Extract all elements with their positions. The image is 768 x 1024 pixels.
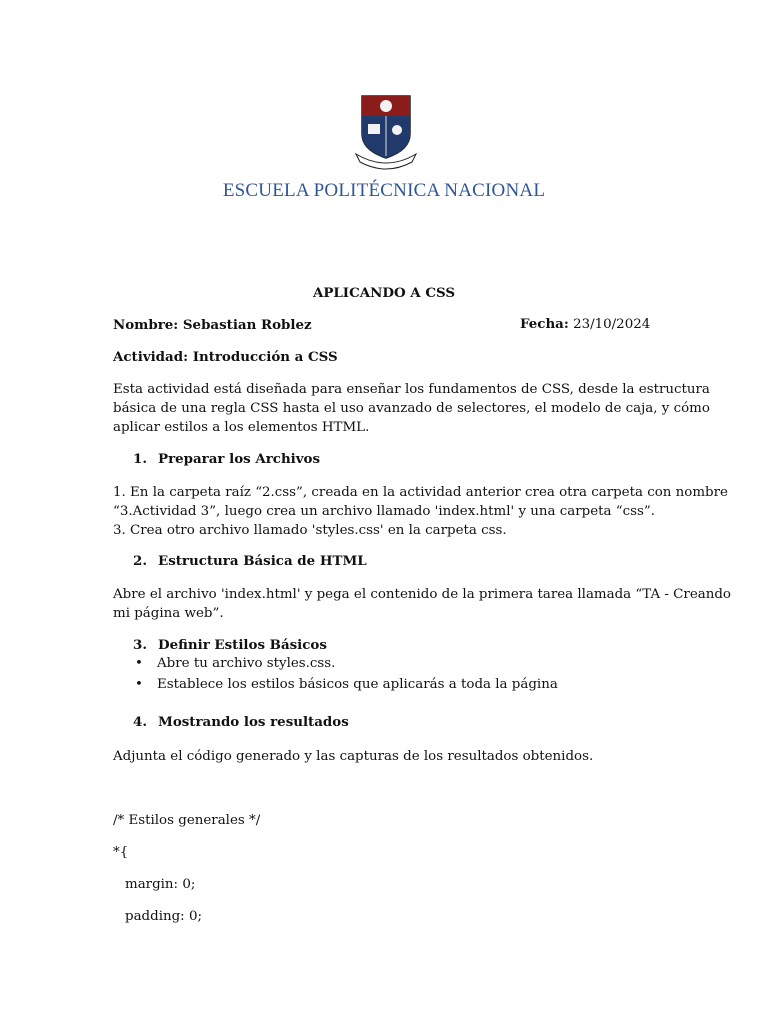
section-number: 2. <box>133 553 147 569</box>
section-title: Mostrando los resultados <box>158 714 349 730</box>
section-title: Estructura Básica de HTML <box>158 553 367 569</box>
section-heading <box>133 451 320 467</box>
section-heading <box>133 714 349 730</box>
intro-line: Esta actividad está diseñada para enseñar los fundamentos de CSS, desde la estructura <box>113 382 710 397</box>
date-label: Fecha: <box>520 316 569 332</box>
section-line: 3. Crea otro archivo llamado 'styles.css' en la carpeta css. <box>113 523 507 538</box>
student-name: Nombre: Sebastian Roblez <box>113 317 312 333</box>
section-number: 1. <box>133 451 147 467</box>
intro-line: aplicar estilos a los elementos HTML. <box>113 420 370 435</box>
section-line: Abre el archivo 'index.html' y pega el contenido de la primera tarea llamada “TA - Creando <box>113 587 731 602</box>
date-field <box>520 316 650 332</box>
list-item: • Establece los estilos básicos que aplicarás a toda la página <box>135 677 558 692</box>
section-line: mi página web”. <box>113 606 224 621</box>
section-line: Adjunta el código generado y las capturas de los resultados obtenidos. <box>113 749 594 764</box>
code-line: padding: 0; <box>125 909 202 924</box>
bullet-icon: • <box>135 677 143 692</box>
section-line: “3.Actividad 3”, luego crea un archivo llamado 'index.html' y una carpeta “css”. <box>113 504 655 519</box>
document-title: APLICANDO A CSS <box>312 285 456 301</box>
section-number: 4. <box>133 714 147 730</box>
section-line: 1. En la carpeta raíz “2.css”, creada en la actividad anterior crea otra carpeta con nombre <box>113 485 728 500</box>
section-title: Definir Estilos Básicos <box>158 637 327 653</box>
section-number: 3. <box>133 637 147 653</box>
intro-line: básica de una regla CSS hasta el uso avanzado de selectores, el modelo de caja, y cómo <box>113 401 710 416</box>
date-value: 23/10/2024 <box>573 317 651 332</box>
code-line: *{ <box>113 845 129 860</box>
section-title: Preparar los Archivos <box>158 451 321 467</box>
school-crest-icon <box>352 92 420 170</box>
code-line: margin: 0; <box>125 877 196 892</box>
code-line: /* Estilos generales */ <box>113 813 261 828</box>
school-name: ESCUELA POLITÉCNICA NACIONAL <box>222 180 546 201</box>
list-item: • Abre tu archivo styles.css. <box>135 656 336 671</box>
section-heading <box>133 553 367 569</box>
activity-title: Actividad: Introducción a CSS <box>113 349 338 365</box>
bullet-icon: • <box>135 656 143 671</box>
section-heading <box>133 637 327 653</box>
